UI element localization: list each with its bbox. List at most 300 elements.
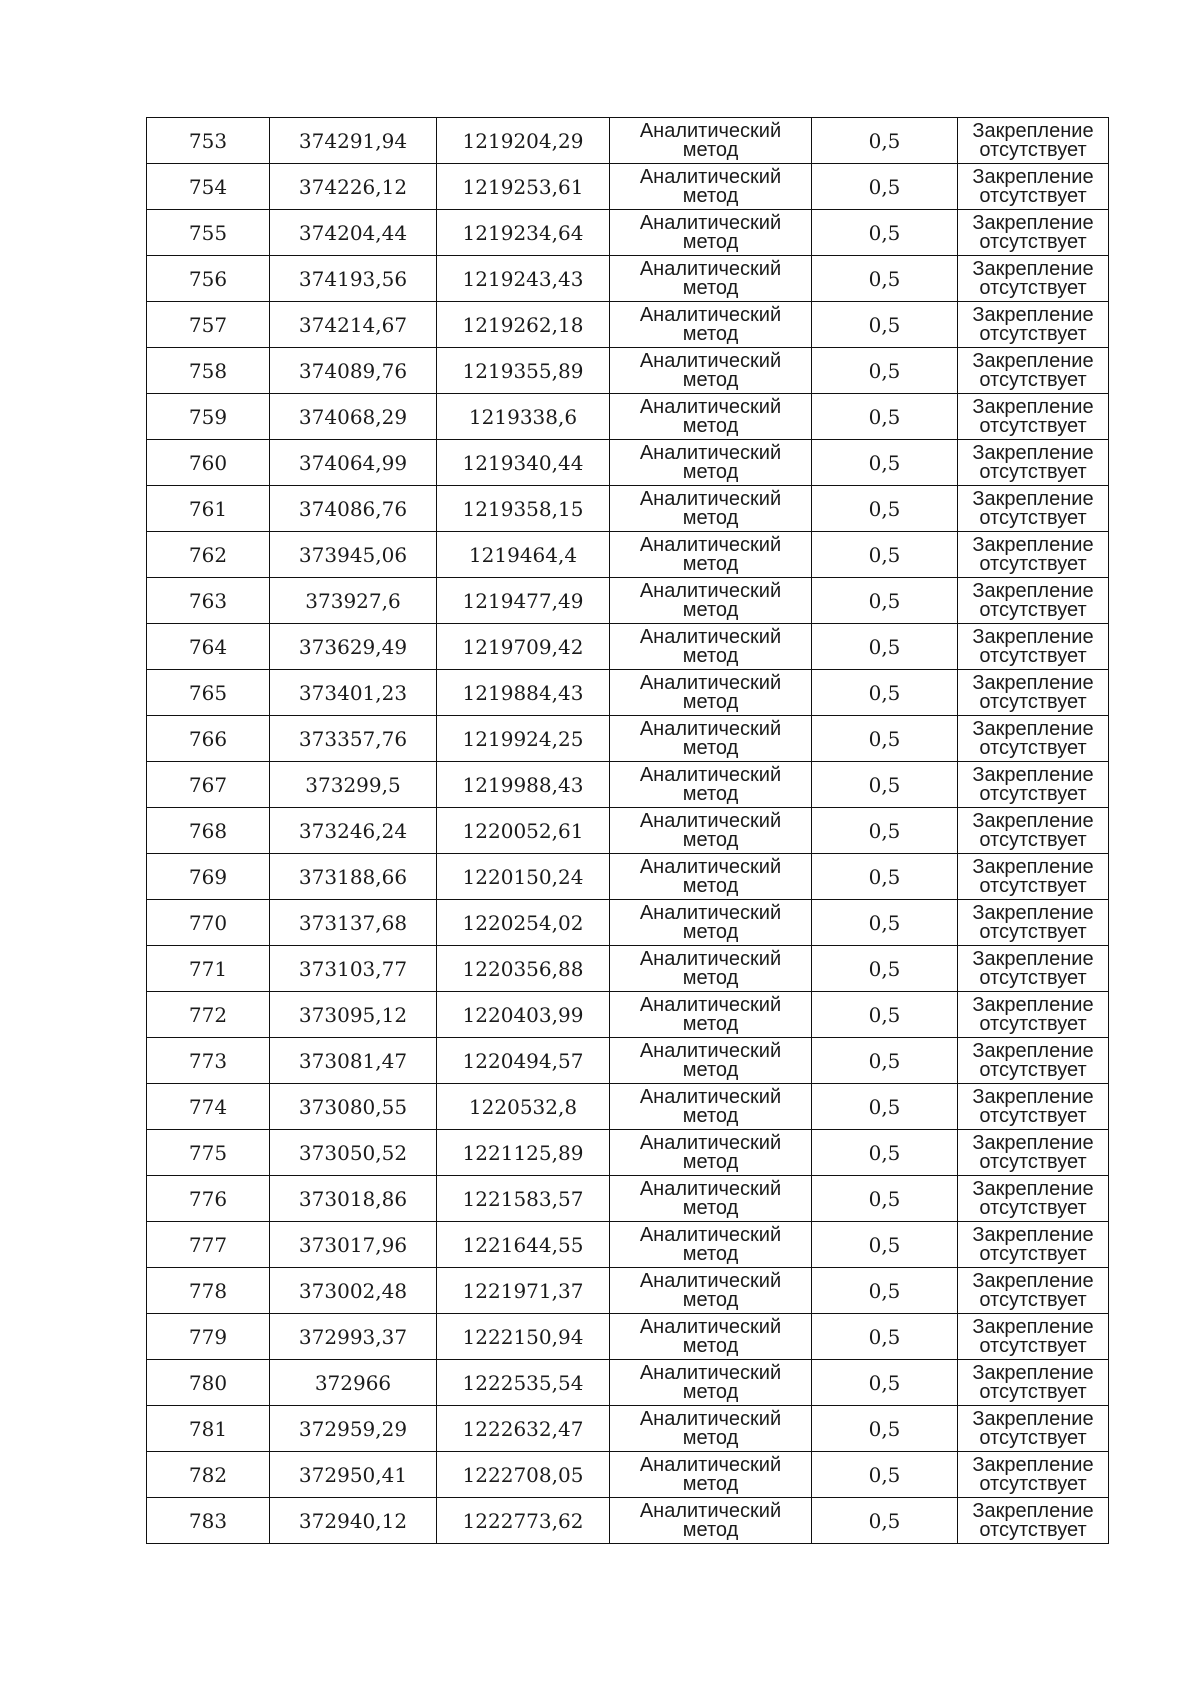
y-coordinate-cell: 1220494,57 <box>437 1038 610 1084</box>
accuracy-cell: 0,5 <box>812 302 958 348</box>
fixing-cell-line: отсутствует <box>979 1380 1087 1403</box>
fixing-cell-line: Закрепление <box>972 1499 1094 1522</box>
fixing-cell <box>958 302 1109 348</box>
accuracy-cell: 0,5 <box>812 1314 958 1360</box>
fixing-cell <box>958 808 1109 854</box>
coordinates-table <box>146 117 1109 1544</box>
accuracy-cell: 0,5 <box>812 1176 958 1222</box>
method-cell-line: Аналитический <box>639 809 782 832</box>
method-cell-line: метод <box>682 460 739 483</box>
table-row <box>147 1314 1109 1360</box>
accuracy-cell: 0,5 <box>812 716 958 762</box>
y-coordinate-cell: 1219988,43 <box>437 762 610 808</box>
fixing-cell-line: отсутствует <box>979 322 1087 345</box>
fixing-cell-line: Закрепление <box>972 901 1094 924</box>
point-number-cell: 765 <box>147 670 270 716</box>
method-cell <box>610 440 812 486</box>
point-number-cell: 757 <box>147 302 270 348</box>
y-coordinate-cell: 1219709,42 <box>437 624 610 670</box>
accuracy-cell: 0,5 <box>812 1498 958 1544</box>
y-coordinate-cell: 1219477,49 <box>437 578 610 624</box>
fixing-cell <box>958 1406 1109 1452</box>
point-number-cell: 760 <box>147 440 270 486</box>
fixing-cell-line: Закрепление <box>972 395 1094 418</box>
method-cell-line: метод <box>682 184 739 207</box>
fixing-cell-line: Закрепление <box>972 441 1094 464</box>
y-coordinate-cell: 1221644,55 <box>437 1222 610 1268</box>
fixing-cell <box>958 394 1109 440</box>
point-number-cell: 776 <box>147 1176 270 1222</box>
method-cell-line: метод <box>682 1150 739 1173</box>
fixing-cell <box>958 1084 1109 1130</box>
table-row <box>147 302 1109 348</box>
x-coordinate-cell: 373103,77 <box>270 946 437 992</box>
fixing-cell-line: отсутствует <box>979 736 1087 759</box>
method-cell <box>610 532 812 578</box>
method-cell <box>610 1176 812 1222</box>
y-coordinate-cell: 1221583,57 <box>437 1176 610 1222</box>
method-cell <box>610 210 812 256</box>
point-number-cell: 768 <box>147 808 270 854</box>
table-row <box>147 440 1109 486</box>
accuracy-cell: 0,5 <box>812 624 958 670</box>
x-coordinate-cell: 373095,12 <box>270 992 437 1038</box>
fixing-cell-line: Закрепление <box>972 165 1094 188</box>
method-cell-line: метод <box>682 644 739 667</box>
accuracy-cell: 0,5 <box>812 808 958 854</box>
y-coordinate-cell: 1221125,89 <box>437 1130 610 1176</box>
method-cell <box>610 486 812 532</box>
accuracy-cell: 0,5 <box>812 762 958 808</box>
fixing-cell-line: отсутствует <box>979 1242 1087 1265</box>
fixing-cell-line: отсутствует <box>979 1104 1087 1127</box>
method-cell <box>610 1268 812 1314</box>
y-coordinate-cell: 1220254,02 <box>437 900 610 946</box>
method-cell <box>610 808 812 854</box>
method-cell-line: Аналитический <box>639 119 782 142</box>
x-coordinate-cell: 373080,55 <box>270 1084 437 1130</box>
fixing-cell-line: Закрепление <box>972 1315 1094 1338</box>
method-cell-line: Аналитический <box>639 257 782 280</box>
point-number-cell: 753 <box>147 118 270 164</box>
fixing-cell-line: отсутствует <box>979 1012 1087 1035</box>
method-cell-line: Аналитический <box>639 901 782 924</box>
fixing-cell-line: Закрепление <box>972 303 1094 326</box>
table-row <box>147 1084 1109 1130</box>
fixing-cell-line: Закрепление <box>972 1407 1094 1430</box>
fixing-cell <box>958 1314 1109 1360</box>
fixing-cell-line: отсутствует <box>979 1334 1087 1357</box>
fixing-cell-line: отсутствует <box>979 276 1087 299</box>
point-number-cell: 777 <box>147 1222 270 1268</box>
x-coordinate-cell: 373050,52 <box>270 1130 437 1176</box>
fixing-cell-line: отсутствует <box>979 1150 1087 1173</box>
fixing-cell-line: Закрепление <box>972 763 1094 786</box>
fixing-cell-line: Закрепление <box>972 1223 1094 1246</box>
accuracy-cell: 0,5 <box>812 854 958 900</box>
x-coordinate-cell: 374291,94 <box>270 118 437 164</box>
method-cell-line: Аналитический <box>639 1407 782 1430</box>
method-cell <box>610 670 812 716</box>
fixing-cell <box>958 1038 1109 1084</box>
method-cell-line: Аналитический <box>639 303 782 326</box>
point-number-cell: 762 <box>147 532 270 578</box>
fixing-cell-line: отсутствует <box>979 230 1087 253</box>
fixing-cell-line: отсутствует <box>979 1288 1087 1311</box>
fixing-cell-line: отсутствует <box>979 368 1087 391</box>
fixing-cell-line: Закрепление <box>972 211 1094 234</box>
method-cell-line: метод <box>682 1104 739 1127</box>
fixing-cell-line: Закрепление <box>972 947 1094 970</box>
y-coordinate-cell: 1219340,44 <box>437 440 610 486</box>
fixing-cell-line: отсутствует <box>979 1472 1087 1495</box>
accuracy-cell: 0,5 <box>812 578 958 624</box>
method-cell-line: метод <box>682 230 739 253</box>
method-cell-line: метод <box>682 828 739 851</box>
y-coordinate-cell: 1219262,18 <box>437 302 610 348</box>
x-coordinate-cell: 373299,5 <box>270 762 437 808</box>
fixing-cell-line: отсутствует <box>979 552 1087 575</box>
method-cell <box>610 854 812 900</box>
fixing-cell <box>958 256 1109 302</box>
fixing-cell <box>958 1176 1109 1222</box>
fixing-cell <box>958 1452 1109 1498</box>
fixing-cell-line: Закрепление <box>972 809 1094 832</box>
x-coordinate-cell: 373401,23 <box>270 670 437 716</box>
accuracy-cell: 0,5 <box>812 1038 958 1084</box>
y-coordinate-cell: 1220403,99 <box>437 992 610 1038</box>
method-cell-line: Аналитический <box>639 487 782 510</box>
y-coordinate-cell: 1220052,61 <box>437 808 610 854</box>
table-row <box>147 854 1109 900</box>
accuracy-cell: 0,5 <box>812 1406 958 1452</box>
table-row <box>147 486 1109 532</box>
fixing-cell <box>958 1222 1109 1268</box>
fixing-cell <box>958 1498 1109 1544</box>
point-number-cell: 759 <box>147 394 270 440</box>
accuracy-cell: 0,5 <box>812 1268 958 1314</box>
method-cell-line: Аналитический <box>639 1039 782 1062</box>
fixing-cell-line: отсутствует <box>979 184 1087 207</box>
point-number-cell: 775 <box>147 1130 270 1176</box>
y-coordinate-cell: 1219338,6 <box>437 394 610 440</box>
x-coordinate-cell: 372966 <box>270 1360 437 1406</box>
accuracy-cell: 0,5 <box>812 946 958 992</box>
method-cell-line: Аналитический <box>639 1223 782 1246</box>
table-row <box>147 118 1109 164</box>
method-cell <box>610 164 812 210</box>
fixing-cell <box>958 1130 1109 1176</box>
method-cell-line: Аналитический <box>639 165 782 188</box>
fixing-cell <box>958 716 1109 762</box>
method-cell-line: Аналитический <box>639 717 782 740</box>
point-number-cell: 755 <box>147 210 270 256</box>
fixing-cell-line: отсутствует <box>979 966 1087 989</box>
fixing-cell <box>958 578 1109 624</box>
accuracy-cell: 0,5 <box>812 164 958 210</box>
point-number-cell: 766 <box>147 716 270 762</box>
method-cell <box>610 716 812 762</box>
y-coordinate-cell: 1222708,05 <box>437 1452 610 1498</box>
fixing-cell-line: Закрепление <box>972 717 1094 740</box>
y-coordinate-cell: 1222150,94 <box>437 1314 610 1360</box>
method-cell-line: метод <box>682 1242 739 1265</box>
method-cell <box>610 256 812 302</box>
x-coordinate-cell: 374086,76 <box>270 486 437 532</box>
fixing-cell-line: Закрепление <box>972 855 1094 878</box>
table-row <box>147 256 1109 302</box>
point-number-cell: 770 <box>147 900 270 946</box>
table-row <box>147 1498 1109 1544</box>
method-cell-line: Аналитический <box>639 1499 782 1522</box>
fixing-cell-line: Закрепление <box>972 1361 1094 1384</box>
accuracy-cell: 0,5 <box>812 992 958 1038</box>
fixing-cell-line: Закрепление <box>972 625 1094 648</box>
fixing-cell-line: отсутствует <box>979 874 1087 897</box>
accuracy-cell: 0,5 <box>812 348 958 394</box>
method-cell-line: метод <box>682 736 739 759</box>
accuracy-cell: 0,5 <box>812 1130 958 1176</box>
method-cell-line: Аналитический <box>639 1131 782 1154</box>
y-coordinate-cell: 1219924,25 <box>437 716 610 762</box>
fixing-cell-line: отсутствует <box>979 460 1087 483</box>
fixing-cell-line: отсутствует <box>979 1518 1087 1541</box>
method-cell-line: метод <box>682 1058 739 1081</box>
method-cell <box>610 1314 812 1360</box>
fixing-cell <box>958 854 1109 900</box>
method-cell-line: Аналитический <box>639 993 782 1016</box>
point-number-cell: 758 <box>147 348 270 394</box>
method-cell-line: метод <box>682 1288 739 1311</box>
accuracy-cell: 0,5 <box>812 440 958 486</box>
point-number-cell: 773 <box>147 1038 270 1084</box>
fixing-cell <box>958 164 1109 210</box>
fixing-cell-line: отсутствует <box>979 1196 1087 1219</box>
method-cell <box>610 1360 812 1406</box>
fixing-cell-line: Закрепление <box>972 1085 1094 1108</box>
fixing-cell-line: Закрепление <box>972 1039 1094 1062</box>
point-number-cell: 780 <box>147 1360 270 1406</box>
method-cell-line: метод <box>682 276 739 299</box>
method-cell <box>610 946 812 992</box>
y-coordinate-cell: 1220150,24 <box>437 854 610 900</box>
fixing-cell-line: отсутствует <box>979 1426 1087 1449</box>
method-cell <box>610 1406 812 1452</box>
method-cell-line: Аналитический <box>639 1453 782 1476</box>
x-coordinate-cell: 373081,47 <box>270 1038 437 1084</box>
table-row <box>147 808 1109 854</box>
point-number-cell: 781 <box>147 1406 270 1452</box>
fixing-cell-line: Закрепление <box>972 349 1094 372</box>
table-row <box>147 394 1109 440</box>
table-row <box>147 210 1109 256</box>
method-cell-line: Аналитический <box>639 855 782 878</box>
accuracy-cell: 0,5 <box>812 670 958 716</box>
accuracy-cell: 0,5 <box>812 118 958 164</box>
x-coordinate-cell: 373945,06 <box>270 532 437 578</box>
method-cell <box>610 118 812 164</box>
fixing-cell <box>958 1268 1109 1314</box>
table-row <box>147 716 1109 762</box>
method-cell-line: метод <box>682 414 739 437</box>
accuracy-cell: 0,5 <box>812 532 958 578</box>
method-cell-line: метод <box>682 368 739 391</box>
fixing-cell-line: Закрепление <box>972 1453 1094 1476</box>
method-cell-line: Аналитический <box>639 533 782 556</box>
table-row <box>147 946 1109 992</box>
x-coordinate-cell: 373357,76 <box>270 716 437 762</box>
accuracy-cell: 0,5 <box>812 486 958 532</box>
fixing-cell <box>958 624 1109 670</box>
method-cell <box>610 1038 812 1084</box>
fixing-cell-line: Закрепление <box>972 671 1094 694</box>
method-cell-line: метод <box>682 1380 739 1403</box>
method-cell <box>610 1222 812 1268</box>
y-coordinate-cell: 1222535,54 <box>437 1360 610 1406</box>
method-cell <box>610 1452 812 1498</box>
fixing-cell-line: отсутствует <box>979 598 1087 621</box>
y-coordinate-cell: 1219234,64 <box>437 210 610 256</box>
x-coordinate-cell: 374089,76 <box>270 348 437 394</box>
x-coordinate-cell: 373927,6 <box>270 578 437 624</box>
method-cell <box>610 348 812 394</box>
y-coordinate-cell: 1220532,8 <box>437 1084 610 1130</box>
method-cell-line: метод <box>682 920 739 943</box>
fixing-cell <box>958 900 1109 946</box>
table-body <box>147 118 1109 1544</box>
table-row <box>147 762 1109 808</box>
method-cell-line: метод <box>682 506 739 529</box>
fixing-cell-line: Закрепление <box>972 533 1094 556</box>
accuracy-cell: 0,5 <box>812 256 958 302</box>
method-cell-line: метод <box>682 322 739 345</box>
fixing-cell <box>958 670 1109 716</box>
point-number-cell: 763 <box>147 578 270 624</box>
table-row <box>147 1130 1109 1176</box>
method-cell-line: Аналитический <box>639 671 782 694</box>
method-cell-line: Аналитический <box>639 579 782 602</box>
fixing-cell <box>958 762 1109 808</box>
method-cell-line: метод <box>682 1334 739 1357</box>
table-row <box>147 1268 1109 1314</box>
point-number-cell: 767 <box>147 762 270 808</box>
table-row <box>147 1452 1109 1498</box>
x-coordinate-cell: 374193,56 <box>270 256 437 302</box>
method-cell-line: Аналитический <box>639 1361 782 1384</box>
method-cell-line: Аналитический <box>639 625 782 648</box>
fixing-cell <box>958 348 1109 394</box>
method-cell <box>610 302 812 348</box>
x-coordinate-cell: 372959,29 <box>270 1406 437 1452</box>
point-number-cell: 764 <box>147 624 270 670</box>
method-cell-line: Аналитический <box>639 395 782 418</box>
fixing-cell-line: отсутствует <box>979 506 1087 529</box>
x-coordinate-cell: 374204,44 <box>270 210 437 256</box>
method-cell-line: метод <box>682 1518 739 1541</box>
method-cell-line: Аналитический <box>639 211 782 234</box>
method-cell <box>610 578 812 624</box>
method-cell-line: метод <box>682 690 739 713</box>
table-row <box>147 1406 1109 1452</box>
method-cell-line: метод <box>682 138 739 161</box>
fixing-cell-line: отсутствует <box>979 828 1087 851</box>
x-coordinate-cell: 374068,29 <box>270 394 437 440</box>
table-row <box>147 1176 1109 1222</box>
method-cell <box>610 624 812 670</box>
method-cell-line: метод <box>682 552 739 575</box>
method-cell <box>610 1498 812 1544</box>
y-coordinate-cell: 1220356,88 <box>437 946 610 992</box>
point-number-cell: 756 <box>147 256 270 302</box>
method-cell-line: Аналитический <box>639 441 782 464</box>
method-cell-line: метод <box>682 1196 739 1219</box>
y-coordinate-cell: 1222632,47 <box>437 1406 610 1452</box>
method-cell <box>610 992 812 1038</box>
method-cell-line: Аналитический <box>639 763 782 786</box>
accuracy-cell: 0,5 <box>812 394 958 440</box>
point-number-cell: 769 <box>147 854 270 900</box>
fixing-cell-line: отсутствует <box>979 690 1087 713</box>
fixing-cell-line: Закрепление <box>972 257 1094 280</box>
table-row <box>147 900 1109 946</box>
x-coordinate-cell: 373188,66 <box>270 854 437 900</box>
point-number-cell: 772 <box>147 992 270 1038</box>
table-row <box>147 348 1109 394</box>
method-cell-line: Аналитический <box>639 349 782 372</box>
y-coordinate-cell: 1219243,43 <box>437 256 610 302</box>
fixing-cell-line: отсутствует <box>979 644 1087 667</box>
y-coordinate-cell: 1221971,37 <box>437 1268 610 1314</box>
point-number-cell: 778 <box>147 1268 270 1314</box>
fixing-cell <box>958 1360 1109 1406</box>
fixing-cell-line: Закрепление <box>972 1131 1094 1154</box>
y-coordinate-cell: 1219358,15 <box>437 486 610 532</box>
fixing-cell-line: отсутствует <box>979 920 1087 943</box>
y-coordinate-cell: 1219204,29 <box>437 118 610 164</box>
table-row <box>147 1038 1109 1084</box>
method-cell-line: Аналитический <box>639 1315 782 1338</box>
point-number-cell: 761 <box>147 486 270 532</box>
fixing-cell <box>958 532 1109 578</box>
point-number-cell: 779 <box>147 1314 270 1360</box>
fixing-cell-line: отсутствует <box>979 138 1087 161</box>
accuracy-cell: 0,5 <box>812 1084 958 1130</box>
accuracy-cell: 0,5 <box>812 1360 958 1406</box>
table-row <box>147 1222 1109 1268</box>
point-number-cell: 754 <box>147 164 270 210</box>
point-number-cell: 774 <box>147 1084 270 1130</box>
x-coordinate-cell: 374064,99 <box>270 440 437 486</box>
fixing-cell <box>958 118 1109 164</box>
y-coordinate-cell: 1219464,4 <box>437 532 610 578</box>
method-cell-line: Аналитический <box>639 947 782 970</box>
x-coordinate-cell: 372993,37 <box>270 1314 437 1360</box>
method-cell-line: метод <box>682 874 739 897</box>
point-number-cell: 783 <box>147 1498 270 1544</box>
fixing-cell <box>958 992 1109 1038</box>
method-cell-line: Аналитический <box>639 1085 782 1108</box>
method-cell-line: метод <box>682 782 739 805</box>
y-coordinate-cell: 1219253,61 <box>437 164 610 210</box>
table-row <box>147 992 1109 1038</box>
x-coordinate-cell: 372950,41 <box>270 1452 437 1498</box>
accuracy-cell: 0,5 <box>812 1452 958 1498</box>
accuracy-cell: 0,5 <box>812 1222 958 1268</box>
x-coordinate-cell: 373017,96 <box>270 1222 437 1268</box>
method-cell <box>610 900 812 946</box>
accuracy-cell: 0,5 <box>812 900 958 946</box>
method-cell <box>610 1084 812 1130</box>
